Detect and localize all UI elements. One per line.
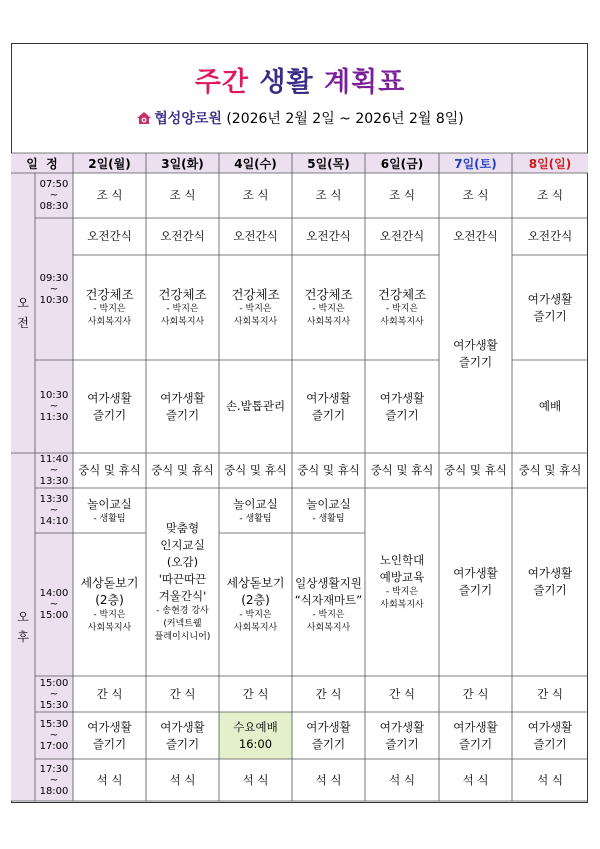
breakfast-tue: 조 식 (169, 188, 196, 202)
morning-snack-wed: 오전간식 (233, 229, 278, 243)
snack-tue: 간 식 (169, 686, 196, 701)
org-name: 협성양로원 (154, 111, 222, 127)
time-pm1: 13:30 ~ 14:10 (39, 494, 69, 527)
time-snack: 15:00 ~ 15:30 (39, 677, 69, 711)
leisure-sat-afternoon: 여가생활 즐기기 (453, 566, 498, 597)
daily-support-thu: 일상생활지원 “식자재마트” - 박지은 사회복지사 (294, 575, 363, 633)
snack-fri: 간 식 (389, 686, 415, 701)
leisure-sat-morning: 여가생활 즐기기 (453, 338, 498, 369)
snack-thu: 간 식 (315, 686, 342, 701)
section-pm: 오 후 (17, 610, 29, 644)
breakfast-wed: 조 식 (242, 188, 269, 202)
morning-snack-tue: 오전간식 (160, 229, 205, 243)
wednesday-worship: 수요예배 16:00 (233, 719, 278, 751)
lunch-tue: 중식 및 휴식 (151, 463, 214, 477)
section-am: 오 전 (17, 296, 29, 330)
header-day-thu: 5일(목) (307, 156, 350, 171)
lunch-sat: 중식 및 휴식 (444, 463, 507, 477)
play-mon: 놀이교실 - 생활팀 (87, 496, 132, 524)
time-lunch: 11:40 ~ 13:30 (39, 454, 69, 487)
leisure-mon-morning: 여가생활 즐기기 (87, 390, 132, 422)
dinner-mon: 석 식 (96, 772, 123, 787)
header-day-sun: 8일(일) (528, 156, 572, 171)
snack-wed: 간 식 (242, 686, 269, 701)
leisure-thu-evening: 여가생활 즐기기 (306, 719, 351, 751)
breakfast-fri: 조 식 (389, 188, 415, 202)
exercise-wed: 건강체조 - 박지은 사회복지사 (231, 287, 280, 327)
leisure-sat-evening: 여가생활 즐기기 (453, 719, 498, 751)
leisure-thu-morning: 여가생활 즐기기 (306, 390, 351, 422)
breakfast-sat: 조 식 (462, 188, 489, 202)
time-morning2: 10:30 ~ 11:30 (39, 390, 69, 423)
header-day-wed: 4일(수) (234, 156, 277, 171)
leisure-fri-morning: 여가생활 즐기기 (379, 390, 425, 422)
snack-sat: 간 식 (462, 686, 489, 701)
time-pm3: 15:30 ~ 17:00 (39, 719, 69, 752)
dinner-fri: 석 식 (389, 772, 415, 787)
title-part-weekly: 주간 (194, 67, 249, 98)
lunch-wed: 중식 및 휴식 (224, 463, 287, 477)
leisure-fri-evening: 여가생활 즐기기 (379, 719, 425, 751)
leisure-sun-evening: 여가생활 즐기기 (527, 719, 573, 751)
leisure-sun-afternoon: 여가생활 즐기기 (527, 566, 573, 597)
dinner-thu: 석 식 (315, 772, 342, 787)
worship-sun: 예배 (538, 399, 562, 413)
header-day-mon: 2일(월) (88, 156, 131, 171)
handfoot-wed: 손.발톱관리 (225, 399, 286, 413)
lunch-sun: 중식 및 휴식 (518, 463, 582, 477)
morning-snack-sat: 오전간식 (453, 229, 498, 243)
leisure-mon-evening: 여가생활 즐기기 (87, 719, 132, 751)
morning-snack-fri: 오전간식 (379, 229, 425, 243)
schedule-period: (2026년 2월 2일 ~ 2026년 2월 8일) (221, 111, 464, 127)
snack-sun: 간 식 (537, 686, 563, 701)
header-day-tue: 3일(화) (161, 156, 204, 171)
dinner-tue: 석 식 (169, 772, 196, 787)
lunch-mon: 중식 및 휴식 (78, 463, 141, 477)
dinner-wed: 석 식 (242, 772, 269, 787)
header-day-sat: 7일(토) (454, 156, 497, 171)
morning-snack-mon: 오전간식 (87, 229, 132, 243)
lunch-thu: 중식 및 휴식 (297, 463, 360, 477)
dinner-sat: 석 식 (462, 772, 489, 787)
exercise-mon: 건강체조 - 박지은 사회복지사 (85, 287, 134, 327)
title-part-life: 생활 (259, 67, 314, 98)
exercise-fri: 건강체조 - 박지은 사회복지사 (377, 287, 427, 327)
leisure-tue-evening: 여가생활 즐기기 (160, 719, 205, 751)
header-day-fri: 6일(금) (380, 156, 424, 171)
title-part-plan: 계획표 (323, 67, 406, 98)
header-schedule: 일 정 (26, 156, 58, 171)
time-breakfast: 07:50 ~ 08:30 (39, 179, 69, 212)
play-wed: 놀이교실 - 생활팀 (233, 496, 278, 524)
leisure-sun-morning: 여가생활 즐기기 (527, 291, 573, 323)
cognitive-class-tue: 맞춤형 인지교실 (오감) '따끈따끈 겨울간식' - 송현경 강사 (커넥트웰 플레이시니어) (154, 521, 211, 642)
dinner-sun: 석 식 (537, 772, 563, 787)
snack-mon: 간 식 (96, 686, 123, 701)
morning-snack-thu: 오전간식 (306, 229, 351, 243)
exercise-thu: 건강체조 - 박지은 사회복지사 (304, 287, 353, 327)
time-dinner: 17:30 ~ 18:00 (39, 763, 69, 797)
breakfast-mon: 조 식 (96, 188, 123, 202)
play-thu: 놀이교실 - 생활팀 (306, 496, 351, 524)
elder-abuse-education-fri: 노인학대 예방교육 - 박지은 사회복지사 (379, 553, 425, 610)
exercise-tue: 건강체조 - 박지은 사회복지사 (158, 287, 207, 327)
lunch-fri: 중식 및 휴식 (370, 463, 434, 477)
breakfast-thu: 조 식 (315, 188, 342, 202)
time-pm2: 14:00 ~ 15:00 (39, 588, 69, 621)
care-wed: 세상돋보기 (2층) - 박지은 사회복지사 (226, 575, 285, 633)
morning-snack-sun: 오전간식 (527, 229, 573, 243)
care-mon: 세상돋보기 (2층) - 박지은 사회복지사 (80, 575, 139, 633)
time-morning1: 09:30 ~ 10:30 (39, 272, 69, 306)
breakfast-sun: 조 식 (537, 188, 563, 202)
leisure-tue-morning: 여가생활 즐기기 (160, 390, 205, 422)
